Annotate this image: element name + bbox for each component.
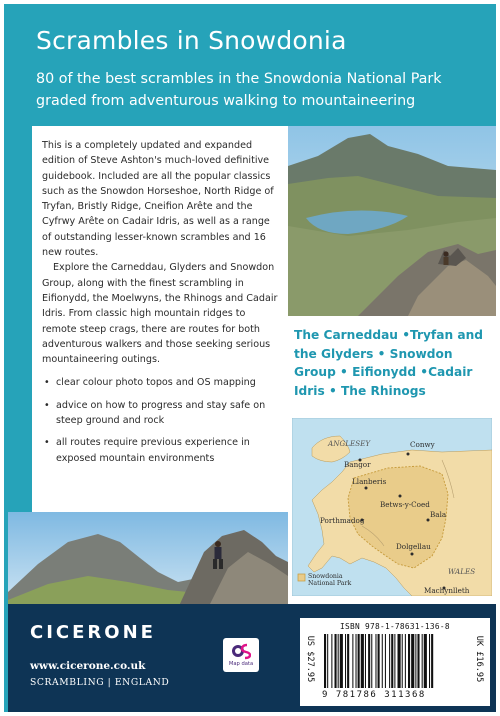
blurb-panel	[32, 126, 288, 518]
bullet-glyph: •	[44, 399, 50, 411]
scrambler-photo	[8, 512, 288, 608]
mountain-ridge-photo	[288, 126, 496, 316]
map-label-betws: Betws-y-Coed	[380, 500, 430, 509]
map-legend-line-1: Snowdonia	[308, 573, 343, 580]
location-map	[288, 418, 496, 604]
feature-item	[42, 435, 282, 466]
blurb-paragraph-1: This is a completely updated and expanded edition of Steve Ashton's much-loved definitive guidebook. Included are all the popular classics such as the Snowdon Horseshoe, North Ridge of Tryfan, Bristly Ridge, Cneifion Arête and the Cyfrwy Arête on Cadair Idris, as well as a range of outstanding lesser-known scrambles and 16 new routes.	[42, 140, 274, 259]
book-subtitle	[36, 68, 442, 112]
map-label-wales: WALES	[448, 567, 476, 576]
barcode-digits: 9 781786 311368	[322, 690, 426, 700]
blurb-paragraph-2: Explore the Carneddau, Glyders and Snowdon Group, along with the finest scrambling in Eifionydd, the Moelwyns, the Rhinogs and Cadair Idris. From classic high mountain ridges to remote steep crags, there are routes for both adventurous walkers and those seeking serious mountaineering outings.	[42, 262, 278, 366]
scrambler-photo-image	[8, 512, 288, 608]
map-label-anglesey: ANGLESEY	[328, 439, 371, 448]
map-legend-line-2: National Park	[308, 580, 352, 587]
book-title: Scrambles in Snowdonia	[36, 26, 347, 55]
publisher-website: www.cicerone.co.uk	[30, 660, 146, 672]
map-label-machynlleth: Machynlleth	[424, 586, 470, 595]
map-label-bala: Bala	[430, 510, 447, 519]
areas-covered	[288, 316, 496, 418]
blurb-text	[42, 138, 282, 473]
book-back-cover	[4, 4, 496, 712]
bullet-glyph: •	[44, 437, 50, 449]
map-label-porthmadog: Porthmadog	[320, 516, 365, 525]
map-label-llanberis: Llanberis	[352, 477, 387, 486]
publisher-logo: CICERONE	[30, 622, 156, 643]
bullet-glyph: •	[44, 377, 50, 389]
price-uk: UK £16.95	[474, 635, 484, 683]
os-badge-label: Map data	[228, 661, 254, 667]
barcode-image	[324, 634, 466, 690]
footer-band	[8, 604, 496, 712]
price-us: US $27.95	[305, 635, 315, 683]
feature-item-text: all routes require previous experience in exposed mountain environments	[56, 437, 250, 464]
mountain-ridge-photo-image	[288, 126, 496, 316]
map-label-conwy: Conwy	[410, 440, 435, 449]
feature-item	[42, 398, 282, 429]
subtitle-line-1: 80 of the best scrambles in the Snowdonia National Park	[36, 71, 442, 87]
map-label-dolgellau: Dolgellau	[396, 542, 431, 551]
map-label-bangor: Bangor	[344, 460, 371, 469]
subtitle-line-2: graded from adventurous walking to mountaineering	[36, 93, 416, 109]
feature-list	[42, 375, 282, 465]
snowdonia-map	[292, 418, 492, 596]
feature-item-text: clear colour photo topos and OS mapping	[56, 377, 256, 389]
feature-item	[42, 375, 282, 390]
isbn-text: ISBN 978-1-78631-136-8	[340, 622, 450, 631]
barcode-panel	[300, 618, 490, 706]
os-logo-icon	[231, 641, 251, 661]
book-category: SCRAMBLING | ENGLAND	[30, 677, 170, 688]
areas-covered-text: The Carneddau •Tryfan and the Glyders • Snowdon Group • Eifionydd •Cadair Idris • The Rhinogs	[294, 328, 484, 398]
feature-item-text: advice on how to progress and stay safe on steep ground and rock	[56, 399, 266, 427]
os-map-data-badge	[223, 638, 259, 672]
price-us-wrap	[305, 624, 315, 694]
price-uk-wrap	[474, 624, 484, 694]
map-legend-swatch	[298, 574, 305, 581]
